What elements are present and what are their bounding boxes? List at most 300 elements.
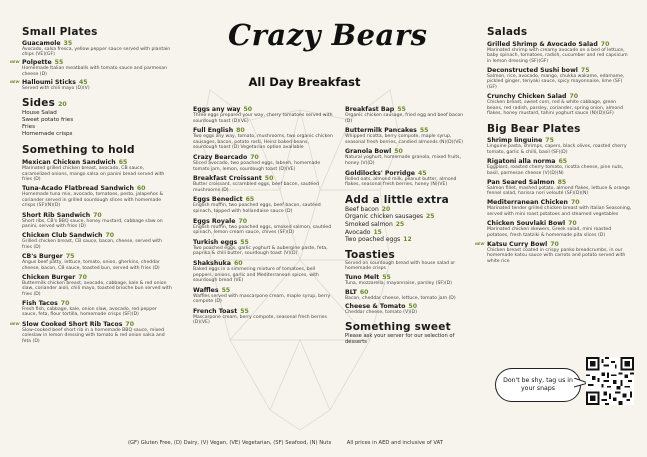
item-name: Short Rib Sandwich — [22, 211, 91, 219]
salad-item-name — [487, 93, 632, 100]
big-bear-item-desc — [487, 206, 632, 217]
item-desc: Mascarpone cream, berry compote, seasonal fresh berries — [193, 314, 328, 320]
item-diet: (N)(D)(VE) — [439, 139, 464, 145]
item-price: 65 — [245, 196, 255, 204]
breakfast-item-desc — [193, 161, 333, 172]
hold-item-name — [22, 253, 172, 260]
item-price: 65 — [558, 158, 568, 166]
salad-item-name — [487, 41, 632, 48]
breakfast-item-name — [193, 260, 333, 267]
breakfast-item — [193, 127, 333, 151]
item-name: Crazy Bearcado — [193, 153, 248, 161]
item-desc: Served with chili mayo — [22, 85, 76, 91]
toastie-item-desc — [345, 310, 470, 316]
extra-item-name: Organic chicken sausages — [345, 213, 424, 221]
hold-item-desc — [22, 239, 172, 250]
hold-item-desc — [22, 260, 172, 271]
item-name: Shakshuka — [193, 259, 231, 267]
item-desc: Salmon fillet, mashed potato, almond flakes, lettuce & orange fennel salad, harissa nori velouté — [487, 185, 630, 197]
item-desc: Bacon, cheddar cheese, lettuce, tomato jam — [345, 295, 449, 301]
small-plates-list — [10, 39, 172, 92]
toasties-title: Toasties — [345, 248, 395, 261]
item-diet: (D) — [33, 244, 41, 250]
item-diet: (D) — [285, 208, 293, 214]
hold-item-name — [22, 159, 172, 166]
toastie-item-desc — [345, 296, 470, 302]
small-plate-item — [22, 40, 172, 58]
toastie-item — [345, 289, 470, 302]
item-name: Tuno Melt — [345, 273, 380, 281]
big-bear-item — [487, 158, 632, 176]
toastie-item-desc — [345, 281, 470, 287]
extra-item — [345, 229, 470, 237]
toasties-list — [345, 274, 470, 316]
breakfast-right-item — [345, 127, 470, 145]
item-price: 70 — [105, 232, 115, 240]
item-diet: (D) — [345, 118, 353, 124]
breakfast-right-item — [345, 170, 470, 188]
hold-item-desc — [22, 219, 172, 230]
big-bear-item-name — [487, 179, 632, 186]
extra-item-name: Beef bacon — [345, 205, 379, 213]
item-price: 70 — [569, 93, 579, 101]
salad-item — [487, 67, 632, 91]
item-diet: (V)(D) — [403, 310, 418, 316]
breakfast-left-list — [193, 106, 333, 326]
item-name: Chicken Burger — [22, 273, 76, 281]
item-name: Mexican Chicken Sandwich — [22, 158, 116, 166]
big-bear-item — [487, 137, 632, 155]
item-price: 50 — [408, 303, 418, 311]
price-note: All prices in AED and inclusive of VAT — [346, 440, 443, 446]
salad-item-name — [487, 67, 632, 74]
big-bear-title: Big Bear Plates — [487, 122, 581, 135]
item-desc: Cheddar cheese, tomato — [345, 310, 404, 316]
item-desc: Organic chicken sausage, fried egg and beef bacon — [345, 113, 464, 118]
hold-item-desc — [22, 328, 172, 345]
something-sweet-desc: Please ask your server for our selection of desserts — [345, 332, 455, 346]
item-diet: (N)(VE) — [430, 182, 448, 188]
breakfast-item-desc — [193, 113, 333, 124]
item-desc: English muffin, two poached eggs, smoked salmon, sautéed spinach, lemon cream sauce, chives — [193, 224, 332, 236]
item-name: Waffles — [193, 286, 219, 294]
little-extra-list — [345, 206, 470, 244]
hold-item — [22, 300, 172, 318]
extra-item-price: 12 — [403, 236, 412, 244]
breakfast-right-item-name — [345, 170, 470, 177]
item-diet: (D) — [39, 71, 47, 77]
big-bear-item — [487, 199, 632, 217]
big-bear-item-name — [487, 241, 632, 248]
breakfast-item — [193, 154, 333, 172]
breakfast-item-desc — [193, 267, 333, 284]
little-extra-title: Add a little extra — [345, 193, 449, 206]
item-diet: (D) — [152, 265, 160, 271]
item-desc: Waffles served with mascarpone cream, maple syrup, berry compote — [193, 293, 331, 305]
sides-header — [22, 97, 172, 109]
item-desc: Rolled oats, almond milk, peanut butter, almond flakes, seasonal fresh berries, honey — [345, 176, 457, 188]
item-name: Chicken Club Sandwich — [22, 232, 103, 240]
item-price: 70 — [93, 211, 102, 219]
small-plate-item-name — [22, 79, 172, 86]
item-desc: Slow-cooked beef short rib in a homemade BBQ sauce, mixed coleslaw in lemon dressing with tomato & red onion salsa and feta — [22, 327, 165, 344]
item-desc: Eggplant, roasted cherry tomato, ricotta cheese, pine nuts, basil, parmesan cheese — [487, 165, 624, 176]
extra-item-price: 15 — [373, 228, 382, 236]
something-sweet-title: Something sweet — [345, 320, 451, 333]
hold-item — [22, 212, 172, 230]
breakfast-item-name — [193, 106, 333, 113]
toastie-item-name — [345, 289, 470, 296]
item-desc: Marinated shrimp with creamy avocado on a bed of lettuce, baby spinach, tomatoes, radish, cucumber and red capsicum in lemon dressing — [487, 47, 628, 64]
item-price: 70 — [60, 299, 70, 307]
extra-item-price: 25 — [426, 213, 435, 221]
hold-item-desc — [22, 307, 172, 318]
new-badge: NEW — [10, 79, 20, 84]
item-desc: Salmon, rice, avocado, mango, chukka wakame, edamame, pickled ginger, teriyaki sauce, spicy mayonnaise, lime — [487, 73, 625, 85]
item-name: Shrimp linguine — [487, 137, 543, 145]
item-name: Tuna-Acado Flatbread Sandwich — [22, 185, 134, 193]
item-price: 60 — [359, 288, 369, 296]
item-name: Crunchy Chicken Salad — [487, 93, 567, 101]
side-item: Fries — [22, 124, 36, 131]
item-desc: Homemade Italian meatballs with tomato sauce and parmesan cheese — [22, 66, 167, 77]
item-price: 70 — [570, 199, 580, 207]
item-name: Breakfast Croissant — [193, 175, 262, 183]
item-diet: (SF)(D)(N) — [564, 191, 589, 197]
item-diet: (D)(VE) — [231, 118, 249, 124]
big-bear-item-name — [487, 158, 632, 165]
item-diet: (SF)(D) — [277, 230, 295, 236]
item-name: Eggs Benedict — [193, 196, 243, 204]
big-bear-list — [475, 137, 632, 264]
breakfast-item-name — [193, 308, 333, 315]
item-name: Mediterranean Chicken — [487, 199, 568, 207]
item-diet: (SF)(D) — [122, 312, 139, 318]
item-diet: (D) — [33, 291, 41, 297]
item-diet: (SF)(N)(D) — [36, 203, 61, 209]
item-diet: (V)(D) — [283, 251, 298, 257]
hold-item — [22, 274, 172, 298]
breakfast-right-item-desc — [345, 177, 470, 188]
big-bear-item — [487, 179, 632, 197]
breakfast-item — [193, 175, 333, 193]
breakfast-right-item — [345, 148, 470, 166]
big-bear-item-desc — [487, 144, 632, 155]
item-desc: Marinated tender grilled chicken breast with Italian Seasoning, served with mini roast potatoes and steamed vegetables — [487, 206, 632, 217]
item-price: 75 — [545, 137, 554, 145]
breakfast-item-name — [193, 218, 333, 225]
side-item: Homemade crisps — [22, 131, 73, 138]
breakfast-right-item-desc — [345, 113, 470, 124]
breakfast-item — [193, 287, 333, 305]
item-price: 60 — [136, 185, 146, 193]
item-price: 70 — [250, 153, 259, 161]
item-desc: Baked eggs in a simmering mixture of tomatoes, bell peppers, onions, garlic and Mediterranean spices, with sourdough bread — [193, 266, 319, 284]
item-price: 80 — [236, 127, 245, 135]
right-column — [475, 26, 632, 265]
small-plate-item — [10, 78, 172, 92]
breakfast-item — [193, 239, 333, 257]
extra-item-price: 25 — [395, 220, 405, 228]
item-desc: Fresh fish, cabbage, kale, onion slaw, avocado, red pepper sauce, feta, flour tortilla, homemade crisps — [22, 306, 157, 318]
breakfast-item-name — [193, 287, 333, 294]
item-desc: Angus beef patty, lettuce, tomato, onion, gherkins, cheddar cheese, bacon, CB sauce, toasted bun, served with fries — [22, 259, 160, 271]
sides-title: Sides — [22, 97, 56, 110]
restaurant-logo: Crazy Bears — [228, 18, 428, 52]
small-plate-item-desc — [22, 47, 172, 58]
item-diet: (D)(VE) — [278, 166, 296, 172]
breakfast-right-list — [345, 106, 470, 188]
item-name: Eggs any way — [193, 106, 241, 113]
item-price: 35 — [63, 39, 73, 47]
big-bear-item-desc — [487, 165, 632, 176]
big-bear-item — [487, 220, 632, 238]
item-desc: Natural yoghurt, homemade granola, mixed fruits, honey — [345, 155, 462, 166]
item-name: Slow Cooked Short Rib Tacos — [22, 320, 123, 328]
social-tag-bubble — [495, 368, 581, 402]
item-desc: Whipped ricotta, berry compote, maple syrup, seasonal fresh berries, candied almonds — [345, 134, 452, 145]
extra-item — [345, 213, 470, 221]
item-price: 70 — [125, 320, 135, 328]
item-diet: (V)(D)(N) — [542, 170, 564, 176]
item-desc: Linguine pasta, shrimps, capers, black olives, roasted cherry tomato, garlic & chilli, basil — [487, 144, 627, 155]
item-name: Granola Bowl — [345, 148, 392, 156]
salad-item — [487, 93, 632, 117]
item-price: 60 — [233, 259, 243, 267]
social-tag-text: Don't be shy, tag us in your snaps — [503, 377, 573, 392]
hold-item-name — [22, 274, 172, 281]
qr-code[interactable] — [586, 357, 634, 405]
item-desc: Butter croissant, scrambled eggs, beef bacon, sautéed mushrooms — [193, 182, 319, 193]
hold-item — [22, 185, 172, 209]
hold-item — [22, 253, 172, 271]
salads-title: Salads — [487, 26, 528, 38]
item-diet: (SF)(GF) — [487, 79, 623, 90]
item-desc: Marinated grilled chicken breast, avocado, CB sauce, caramelized onions, mango salsa on panini bread served with fries — [22, 165, 165, 183]
breakfast-right-item-name — [345, 106, 470, 113]
toastie-item-name — [345, 274, 470, 281]
item-desc: Grilled chicken breast, CB sauce, bacon, cheese, served with fries — [22, 239, 162, 250]
extra-item — [345, 206, 470, 214]
item-name: Cheese & Tomato — [345, 303, 406, 311]
breakfast-item — [193, 218, 333, 236]
item-name: Goldilocks' Porridge — [345, 169, 415, 177]
item-diet: (D) Vegetarian option available — [231, 145, 304, 151]
left-column — [10, 26, 172, 344]
breakfast-item-desc — [193, 182, 333, 193]
item-diet: (D) — [214, 299, 222, 305]
salad-item-desc — [487, 48, 632, 65]
extra-item-name: Avocado — [345, 228, 371, 236]
item-desc: Two poached eggs, garlic yoghurt & aubergine paste, feta, paprika & chili butter, sourdough toast — [193, 245, 328, 257]
hold-item-desc — [22, 192, 172, 209]
new-badge: NEW — [475, 241, 485, 246]
item-name: Pan Seared Salmon — [487, 178, 555, 186]
item-name: French Toast — [193, 307, 238, 315]
breakfast-right-item-desc — [345, 155, 470, 166]
item-price: 75 — [65, 252, 75, 260]
item-price: 50 — [264, 175, 274, 183]
extra-item-price: 20 — [381, 205, 391, 213]
salad-item — [487, 41, 632, 65]
item-price: 65 — [118, 158, 128, 166]
item-desc: Short ribs, CB's BBQ sauce, honey mustard, cabbage slaw on panini, served with fries — [22, 218, 163, 230]
item-diet: (N)(D)(GF) — [589, 111, 614, 117]
something-to-hold-title: Something to hold — [22, 144, 135, 157]
item-price: 55 — [240, 307, 249, 315]
item-price: 45 — [417, 169, 427, 177]
item-name: Katsu Curry Bowl — [487, 240, 548, 248]
sides-price: 20 — [58, 101, 67, 109]
item-price: 70 — [568, 220, 577, 228]
big-bear-item-desc — [487, 186, 632, 197]
salad-item-desc — [487, 100, 632, 117]
breakfast-right-item-desc — [345, 134, 470, 145]
item-name: Grilled Shrimp & Avocado Salad — [487, 40, 598, 48]
item-desc: English muffin, two poached eggs, beef bacon, sautéed spinach, topped with hollandaise sauce — [193, 203, 321, 214]
item-name: Full English — [193, 127, 234, 135]
item-price: 55 — [419, 127, 429, 135]
breakfast-item — [193, 260, 333, 284]
item-desc: Homemade tuna mix, avocado, tomatoes, pesto, jalapeños & coriander served in grilled sourdough slices with homemade crisps — [22, 192, 164, 209]
side-item: House Salad — [22, 110, 57, 117]
hold-item-desc — [22, 281, 172, 298]
breakfast-item-desc — [193, 294, 333, 305]
something-to-hold-list — [10, 158, 172, 344]
big-bear-item-desc — [487, 248, 632, 265]
item-diet: (VE)(GF) — [35, 52, 55, 58]
extra-item — [345, 221, 470, 229]
breakfast-left-column — [193, 103, 333, 326]
item-diet: (D)(V) — [75, 85, 90, 91]
hold-item-desc — [22, 166, 172, 183]
item-price: 70 — [238, 217, 248, 225]
item-diet: (D) — [32, 338, 40, 344]
footer-legend — [128, 440, 448, 446]
breakfast-item-desc — [193, 134, 333, 151]
breakfast-right-item — [345, 106, 470, 124]
item-diet: (SF)(D) — [435, 280, 452, 286]
extra-item-name: Smoked salmon — [345, 220, 393, 228]
item-name: Deconstructed Sushi bowl — [487, 66, 578, 74]
toastie-item — [345, 274, 470, 287]
extra-item-name: Two poached eggs — [345, 236, 401, 244]
item-name: Breakfast Bap — [345, 106, 395, 113]
toastie-item — [345, 303, 470, 316]
item-price: 55 — [221, 286, 231, 294]
item-price: 55 — [382, 273, 391, 281]
item-diet: (D) — [33, 177, 41, 183]
toasties-intro: Served on sourdough bread with house salad or homemade crisps — [345, 260, 456, 272]
hold-item-name — [22, 321, 172, 328]
item-diet: (V)(D) — [360, 160, 375, 166]
breakfast-item-name — [193, 239, 333, 246]
item-name: Buttermilk Pancakes — [345, 127, 417, 135]
hold-item-name — [22, 300, 172, 307]
item-name: Polpette — [22, 59, 52, 67]
item-price: 45 — [78, 78, 88, 86]
item-desc: Two eggs any way, tomato, mushrooms, two organic chicken sausages, bacon, potato rosti, Heinz baked beans, sourdough toast — [193, 134, 333, 151]
item-name: BLT — [345, 288, 357, 296]
new-badge: NEW — [10, 321, 20, 326]
item-price: 55 — [54, 59, 64, 67]
hold-item-name — [22, 212, 172, 219]
big-bear-item-desc — [487, 227, 632, 238]
item-diet: (D) — [448, 295, 456, 301]
item-desc: Chicken breast, sweet corn, red & white cabbage, green beans, red radish, parsley, coriander, spring onion, almond flakes, honey mustard, tahini yoghurt sauce — [487, 100, 624, 117]
item-name: Fish Tacos — [22, 299, 58, 307]
breakfast-item — [193, 308, 333, 326]
salads-list — [487, 41, 632, 117]
item-name: Eggs Royale — [193, 217, 236, 225]
side-item: Sweet potato fries — [22, 117, 74, 124]
item-name: Guacamole — [22, 39, 61, 47]
small-plate-item-desc — [22, 66, 172, 77]
item-desc: Buttermilk chicken breast, avocado, cabbage, kale & red onion slaw, coriander aioli, chili mayo, toasted brioche bun served with fries — [22, 280, 172, 297]
item-price: 55 — [240, 238, 249, 246]
item-diet: (SF)(GF) — [529, 58, 549, 64]
salad-item-desc — [487, 74, 632, 91]
item-desc: Marinated chicken skewers, Greek salad, mini roasted potatoes, fresh tzatziki & homemade pita slices — [487, 227, 612, 238]
extra-item — [345, 236, 470, 244]
item-price: 50 — [243, 106, 253, 113]
item-desc: Chicken breast coated in crispy panko breadcrumbs, in our homemade katsu sauce with carrots and potato served with white rice — [487, 247, 626, 264]
item-desc: Tuna, mozzarella, mayonnaise, parsley — [345, 280, 436, 286]
hold-item — [22, 232, 172, 250]
item-diet: (D) — [597, 232, 606, 238]
breakfast-item-desc — [193, 315, 333, 326]
breakfast-right-column — [345, 103, 470, 346]
item-price: 70 — [600, 40, 610, 48]
item-price: 50 — [394, 148, 403, 156]
item-diet: (D)(VE) — [193, 320, 210, 326]
item-name: Rigatoni alla norma — [487, 158, 556, 166]
big-bear-item — [475, 240, 632, 265]
item-diet: (D) — [78, 224, 86, 230]
new-badge: NEW — [10, 60, 20, 65]
item-name: Halloumi Sticks — [22, 78, 76, 86]
small-plate-item-name — [22, 40, 172, 47]
breakfast-item-name — [193, 154, 333, 161]
small-plate-item — [10, 59, 172, 77]
item-desc: Avocado, salsa fresca, yellow pepper sauce served with plantain chips — [22, 46, 171, 58]
breakfast-item-desc — [193, 246, 333, 257]
item-price: 70 — [550, 240, 559, 248]
item-price: 75 — [580, 66, 590, 74]
diet-legend: (GF) Gluten Free, (D) Dairy, (V) Vegan, (VE) Vegetarian, (SF) Seafood, (N) Nuts — [128, 440, 332, 446]
small-plates-title: Small Plates — [22, 26, 98, 38]
sides-list — [22, 110, 172, 138]
item-desc: Sliced avocado, two poached eggs, labneh, homemade tomato jam, lemon, sourdough toast — [193, 160, 321, 172]
breakfast-item — [193, 106, 333, 124]
breakfast-title: All Day Breakfast — [248, 75, 361, 89]
item-name: CB's Burger — [22, 252, 63, 260]
small-plate-item-desc — [22, 86, 172, 92]
item-diet: (SF)(D) — [551, 149, 568, 155]
item-price: 85 — [557, 178, 567, 186]
hold-item — [22, 159, 172, 183]
hold-item — [10, 320, 172, 345]
item-name: Turkish eggs — [193, 238, 238, 246]
item-price: 70 — [78, 273, 87, 281]
breakfast-item — [193, 196, 333, 214]
item-diet: (D) — [221, 187, 229, 193]
item-name: Chicken Souvlaki Bowl — [487, 220, 566, 228]
item-price: 55 — [397, 106, 406, 113]
item-diet: (VE) — [233, 278, 244, 284]
breakfast-item-desc — [193, 203, 333, 214]
item-desc: Three eggs prepared your way, cherry tomatoes served with sourdough toast — [193, 113, 333, 124]
